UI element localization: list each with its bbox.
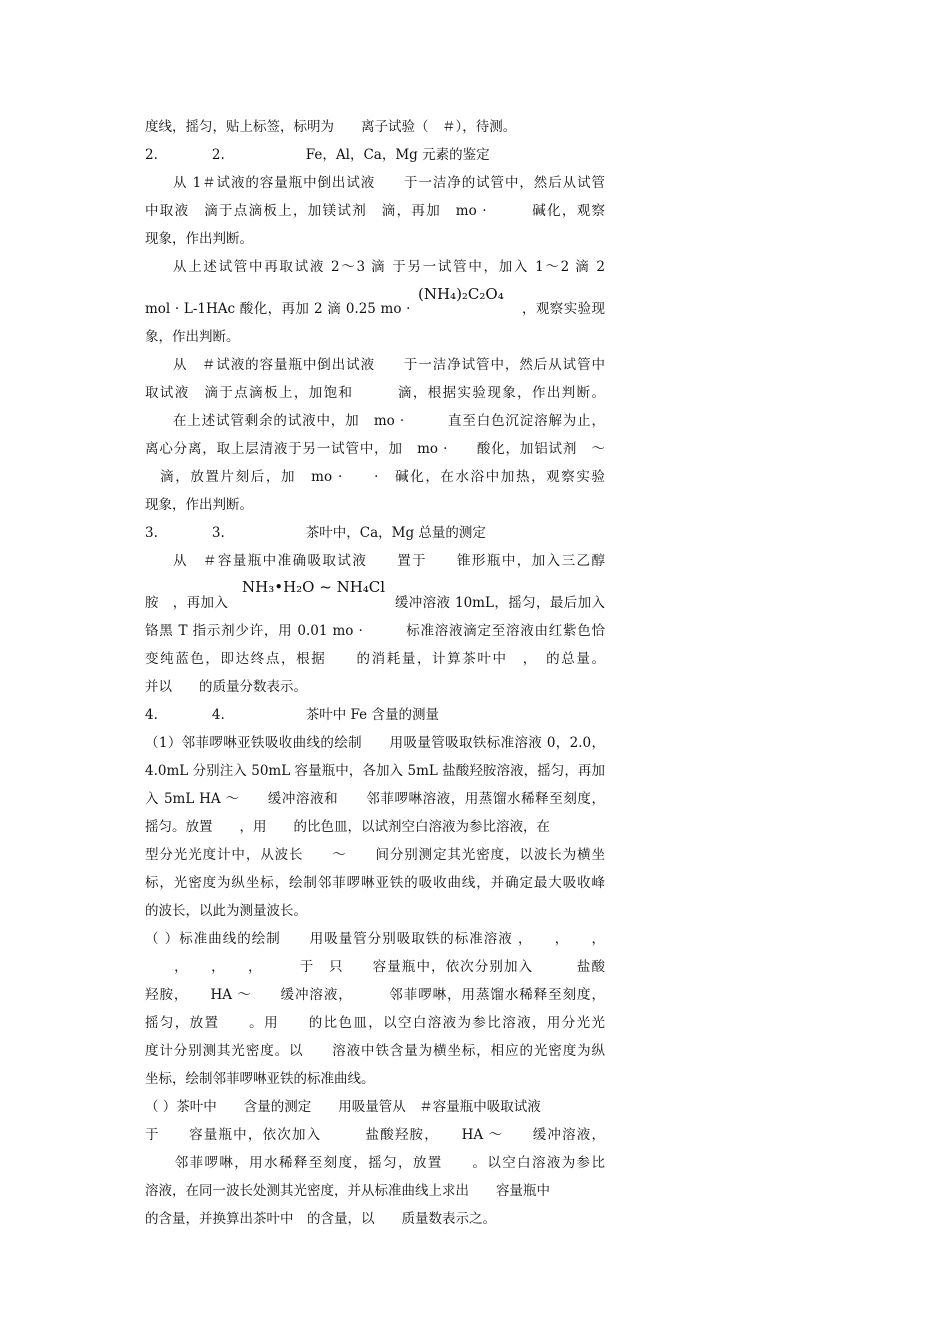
text-line: 从上述试管中再取试液 2～3 滴 于另一试管中，加入 1～2 滴 2 xyxy=(173,259,605,275)
text-line: （ ）标准曲线的绘制 用吸量管分别吸取铁的标准溶液 ， ， ， xyxy=(145,931,605,947)
text-line: mol · L-1HAc 酸化，再加 2 滴 0.25 mo · ，观察实验现 xyxy=(145,301,605,317)
text-line: 于 容量瓶中，依次加入 盐酸羟胺， HA ～ 缓冲溶液， xyxy=(145,1127,605,1143)
text-line: 离心分离，取上层清液于另一试管中，加 mo · 酸化，加铝试剂 ～ xyxy=(145,441,605,457)
text-line: 型分光光度计中，从波长 ～ 间分别测定其光密度，以波长为横坐 xyxy=(145,847,605,863)
text-line: 度计分别测其光密度。以 溶液中铁含量为横坐标，相应的光密度为纵 xyxy=(145,1043,605,1059)
text-line: 现象，作出判断。 xyxy=(145,497,253,513)
text-line: 坐标，绘制邻菲啰啉亚铁的标准曲线。 xyxy=(145,1071,375,1087)
text-line: 现象，作出判断。 xyxy=(145,231,253,247)
text-line: 4. 4. 茶叶中 Fe 含量的测量 xyxy=(145,707,439,723)
text-line: 并以 的质量分数表示。 xyxy=(145,679,307,695)
text-line: 变纯蓝色，即达终点，根据 的消耗量，计算茶叶中 ， 的总量。 xyxy=(145,651,605,667)
text-line: 2. 2. Fe，Al，Ca，Mg 元素的鉴定 xyxy=(145,147,490,163)
text-line: 从 ＃试液的容量瓶中倒出试液 于一洁净试管中，然后从试管中 xyxy=(173,357,605,373)
text-line: （ ）茶叶中 含量的测定 用吸量管从 ＃容量瓶中吸取试液 xyxy=(145,1099,541,1115)
text-line: 4.0mL 分别注入 50mL 容量瓶中，各加入 5mL 盐酸羟胺溶液，摇匀，再加 xyxy=(145,763,605,779)
text-line: 取试液 滴于点滴板上，加饱和 滴，根据实验现象，作出判断。 xyxy=(145,385,605,401)
text-line: 象，作出判断。 xyxy=(145,329,240,345)
chemical-formula: (NH₄)₂C₂O₄ xyxy=(418,285,504,303)
text-line: 胺 ，再加入 缓冲溶液 10mL，摇匀，最后加入 xyxy=(145,595,605,611)
text-line: 的波长，以此为测量波长。 xyxy=(145,903,307,919)
text-line: 在上述试管剩余的试液中，加 mo · 直至白色沉淀溶解为止， xyxy=(173,413,605,429)
text-line: 度线，摇匀，贴上标签，标明为 离子试验（ ＃），待测。 xyxy=(145,119,517,135)
chemical-formula: NH₃•H₂O ~ NH₄Cl xyxy=(242,578,386,596)
text-line: （1）邻菲啰啉亚铁吸收曲线的绘制 用吸量管吸取铁标准溶液 0，2.0， xyxy=(145,735,605,751)
text-line: ， ， ， 于 只 容量瓶中，依次分别加入 盐酸 xyxy=(145,959,605,975)
text-line: 滴，放置片刻后，加 mo · · 碱化，在水浴中加热，观察实验 xyxy=(145,469,605,485)
text-line: 入 5mL HA ～ 缓冲溶液和 邻菲啰啉溶液，用蒸馏水稀释至刻度， xyxy=(145,791,605,807)
text-line: 羟胺， HA ～ 缓冲溶液， 邻菲啰啉，用蒸馏水稀释至刻度， xyxy=(145,987,605,1003)
text-line: 中取液 滴于点滴板上，加镁试剂 滴，再加 mo · 碱化，观察 xyxy=(145,203,605,219)
text-line: 摇匀。放置 ，用 的比色皿，以试剂空白溶液为参比溶液，在 xyxy=(145,819,550,835)
text-line: 邻菲啰啉，用水稀释至刻度，摇匀，放置 。以空白溶液为参比 xyxy=(145,1155,605,1171)
text-line: 溶液，在同一波长处测其光密度，并从标准曲线上求出 容量瓶中 xyxy=(145,1183,550,1199)
text-line: 从 ＃容量瓶中准确吸取试液 置于 锥形瓶中，加入三乙醇 xyxy=(173,553,605,569)
text-line: 摇匀，放置 。用 的比色皿，以空白溶液为参比溶液，用分光光 xyxy=(145,1015,605,1031)
text-line: 标，光密度为纵坐标，绘制邻菲啰啉亚铁的吸收曲线，并确定最大吸收峰 xyxy=(145,875,605,891)
text-line: 从 1＃试液的容量瓶中倒出试液 于一洁净的试管中，然后从试管 xyxy=(173,175,605,191)
text-line: 3. 3. 茶叶中，Ca，Mg 总量的测定 xyxy=(145,525,486,541)
text-line: 铬黑 T 指示剂少许，用 0.01 mo · 标准溶液滴定至溶液由红紫色恰 xyxy=(145,623,605,639)
text-line: 的含量，并换算出茶叶中 的含量，以 质量数表示之。 xyxy=(145,1211,496,1227)
